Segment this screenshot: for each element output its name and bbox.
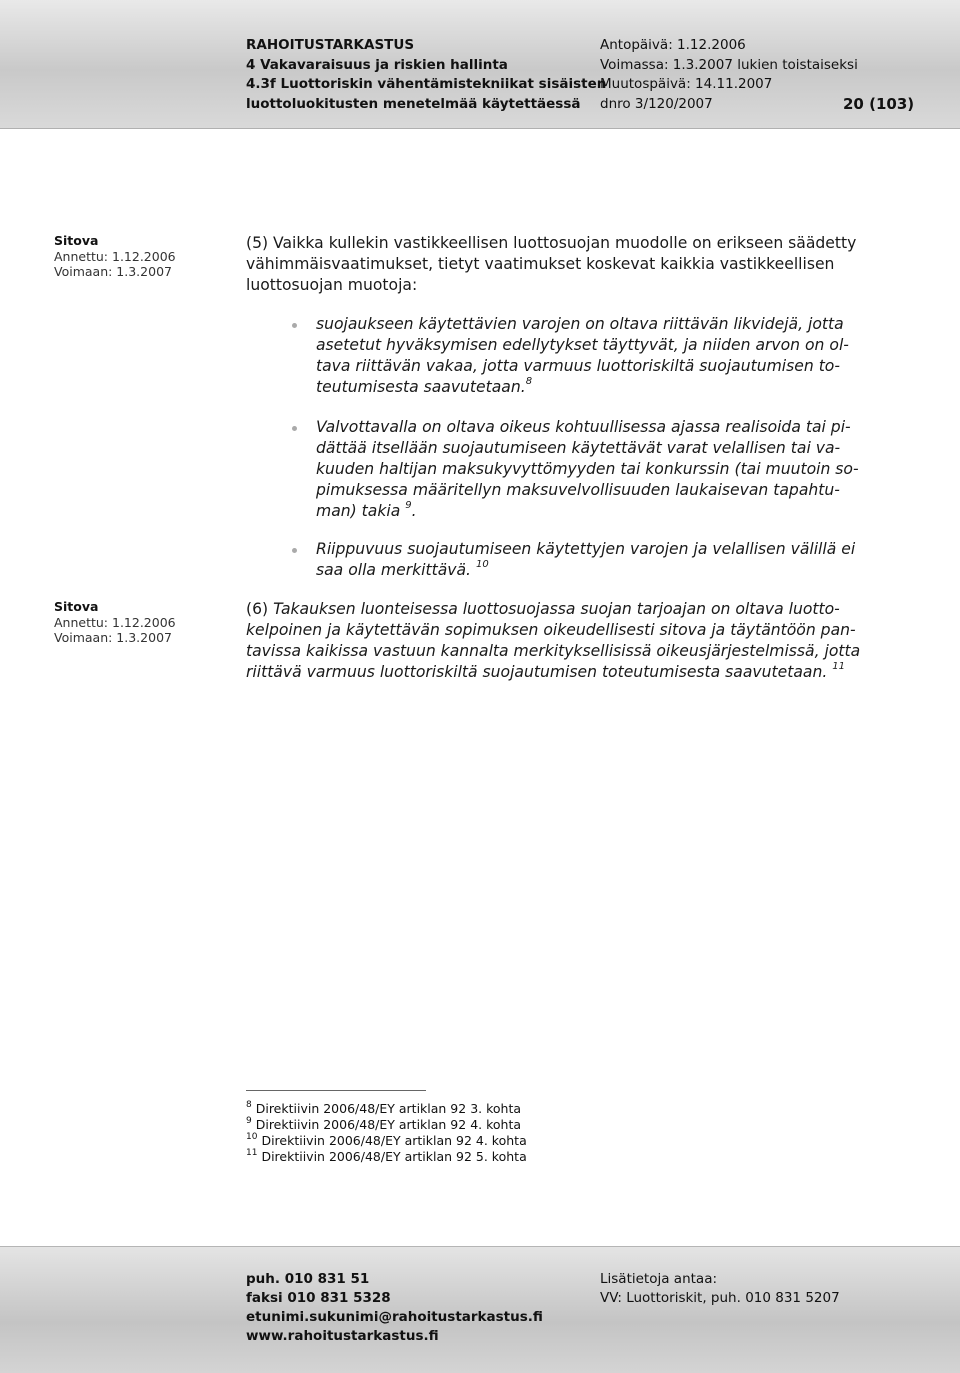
bullet-line: tava riittävän vakaa, jotta varmuus luottoriskiltä suojautumisen to- [316,357,840,375]
bullet-line: saa olla merkittävä. [316,561,471,579]
footnote-text: Direktiivin 2006/48/EY artiklan 92 3. kohta [255,1101,522,1116]
info-label: Lisätietoja antaa: [600,1271,718,1287]
footnote-text: Direktiivin 2006/48/EY artiklan 92 4. kohta [255,1117,522,1132]
bullet-line: dättää itsellään suojautumiseen käytettävät varat velallisen tai va- [316,439,841,457]
footnote-text: Direktiivin 2006/48/EY artiklan 92 4. kohta [261,1133,527,1148]
bullet-icon [292,426,297,431]
footer-website[interactable]: www.rahoitustarkastus.fi [246,1328,439,1344]
bullet-line: kuuden haltijan maksukyvyttömyyden tai konkurssin (tai muutoin so- [316,460,859,478]
margin-note [54,599,176,646]
subsection-title-line2: luottoluokitusten menetelmää käytettäessä [246,95,581,112]
footnote [246,1133,527,1149]
bullet-icon [292,548,297,553]
footnote-ref[interactable]: 8 [525,375,533,387]
bullet-item [316,314,849,398]
footnote-number: 9 [246,1115,252,1126]
bullet-item [316,539,855,581]
in-force-note: Voimaan: 1.3.2007 [54,264,172,279]
modified-date: Muutospäivä: 14.11.2007 [600,76,773,92]
footnote [246,1149,527,1165]
bullet-line: Riippuvuus suojautumiseen käytettyjen varojen ja velallisen välillä ei [316,540,856,558]
bullet-line: asetetut hyväksymisen edellytykset täyttyvät, ja niiden arvon on ol- [316,336,849,354]
issued-note: Annettu: 1.12.2006 [54,248,176,264]
paragraph-line: (5) Vaikka kullekin vastikkeellisen luottosuojan muodolle on erikseen säädetty [246,234,857,252]
page-number: 20 (103) [843,95,915,113]
footnote-ref[interactable]: 9 [405,499,412,511]
bullet-line: suojaukseen käytettävien varojen on oltava riittävän likvidejä, jotta [316,315,844,333]
footer-contacts [246,1270,543,1346]
paragraph-line: Takauksen luonteisessa luottosuojassa suojan tarjoajan on oltava luotto- [273,600,840,618]
bullet-line: pimuksessa määritellyn maksuvelvollisuuden laukaisevan tapahtu- [316,481,840,499]
footnote-text: Direktiivin 2006/48/EY artiklan 92 5. kohta [261,1149,527,1164]
footnote [246,1117,527,1133]
issued-note: Annettu: 1.12.2006 [54,614,176,630]
footnote-number: 11 [246,1147,258,1158]
footer-info [600,1270,840,1308]
paragraph-line: luottosuojan muotoja: [246,276,418,294]
header-dates [600,36,858,114]
subsection-title-line1: 4.3f Luottoriskin vähentämistekniikat sisäisten [246,76,607,92]
paragraph-5 [246,233,856,296]
footnote [246,1101,527,1117]
footer-email[interactable]: etunimi.sukunimi@rahoitustarkastus.fi [246,1309,543,1325]
in-force-date: Voimassa: 1.3.2007 lukien toistaiseksi [600,56,858,73]
bullet-trailing: . [411,502,417,520]
section-title: 4 Vakavaraisuus ja riskien hallinta [246,56,508,73]
margin-note [54,233,176,280]
binding-status: Sitova [54,233,99,248]
paragraph-line: tavissa kaikissa vastuun kannalta merkityksellisissä oikeusjärjestelmissä, jotta [246,642,861,660]
footnotes [246,1101,527,1165]
in-force-note: Voimaan: 1.3.2007 [54,630,172,645]
footer-phone: puh. 010 831 51 [246,1271,370,1287]
header-titles [246,36,606,114]
bullet-icon [292,323,297,328]
binding-status: Sitova [54,599,99,614]
footnote-divider [246,1090,426,1091]
bullet-line: Valvottavalla on oltava oikeus kohtuullisessa ajassa realisoida tai pi- [316,418,851,436]
paragraph-6 [246,599,860,683]
footnote-number: 10 [246,1131,258,1142]
info-contact: VV: Luottoriskit, puh. 010 831 5207 [600,1290,840,1306]
footnote-number: 8 [246,1099,252,1110]
paragraph-number: (6) [246,600,269,618]
footnote-ref[interactable]: 11 [832,660,846,672]
paragraph-line: kelpoinen ja käytettävän sopimuksen oikeudellisesti sitova ja täytäntöön pan- [246,621,856,639]
page-header [0,0,960,129]
paragraph-line: riittävä varmuus luottoriskiltä suojautumisen toteutumisesta saavutetaan. [246,663,828,681]
footer-fax: faksi 010 831 5328 [246,1290,391,1306]
issued-date: Antopäivä: 1.12.2006 [600,37,746,53]
dnro: dnro 3/120/2007 [600,95,713,112]
bullet-item [316,417,859,522]
footnote-ref[interactable]: 10 [475,558,489,570]
org-name: RAHOITUSTARKASTUS [246,37,415,53]
bullet-line: man) takia [316,502,401,520]
paragraph-line: vähimmäisvaatimukset, tietyt vaatimukset koskevat kaikkia vastikkeellisen [246,255,835,273]
page-footer [0,1246,960,1373]
bullet-line: teutumisesta saavutetaan. [316,378,526,396]
